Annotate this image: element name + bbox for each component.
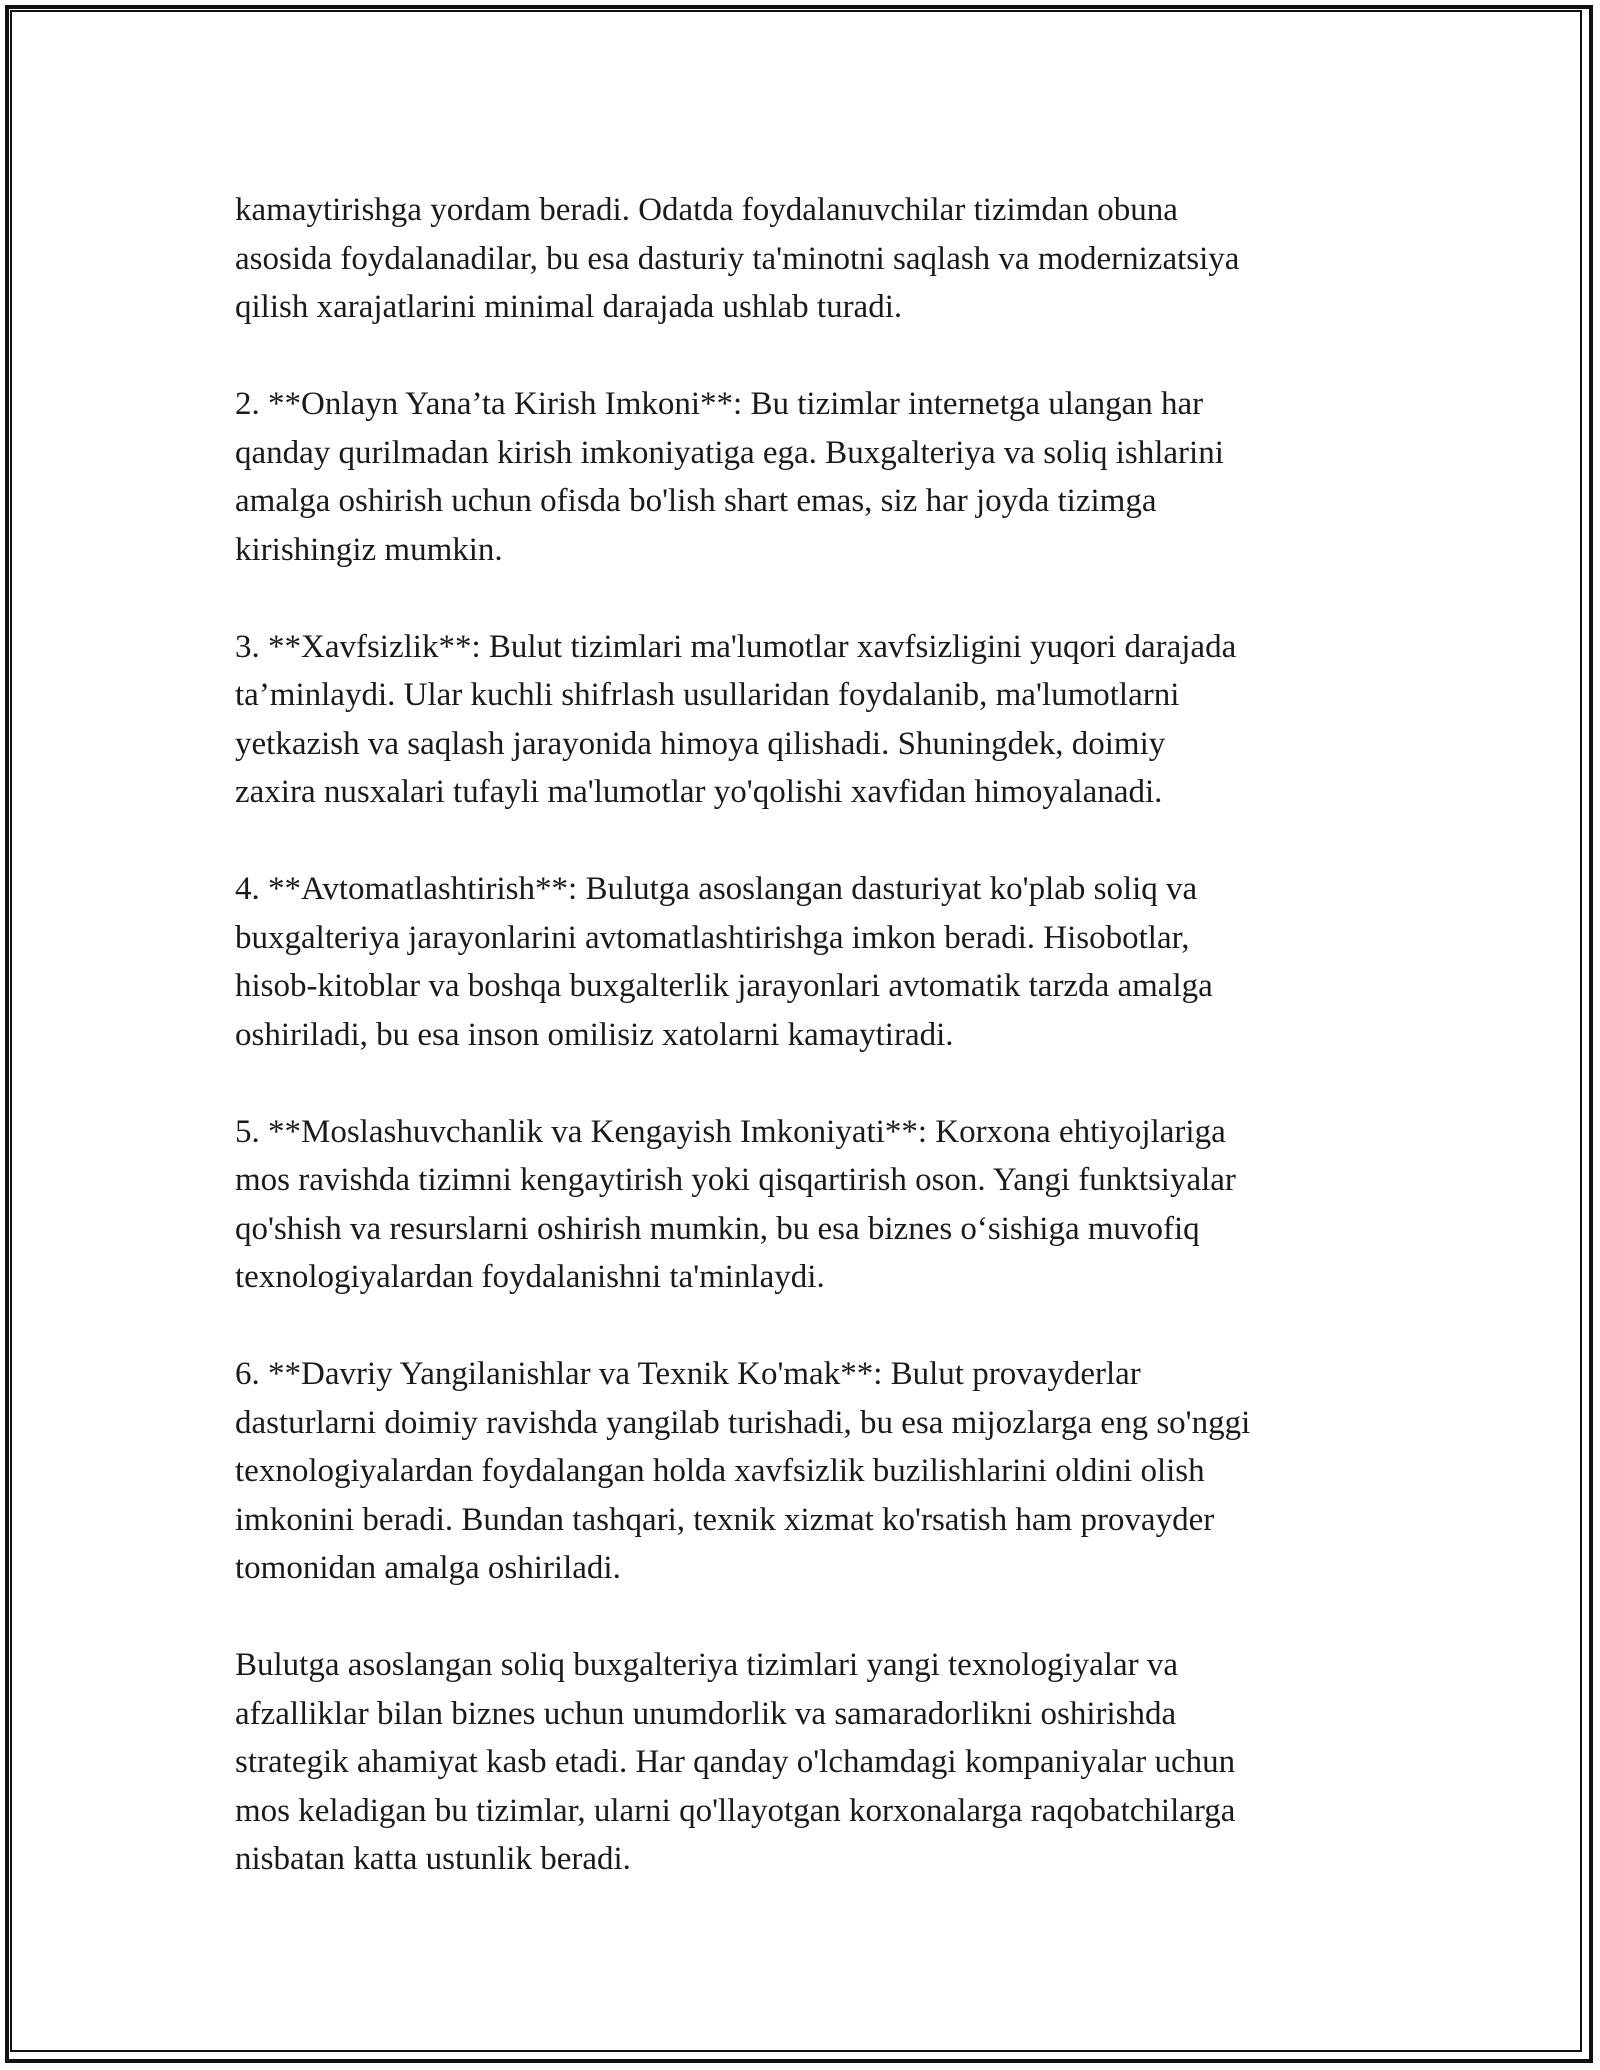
document-body — [235, 186, 1395, 1884]
paragraph-online-access: 2. **Onlayn Yana’ta Kirish Imkoni**: Bu tizimlar internetga ulangan har qanday qurilmadan kirish imkoniyatiga ega. Buxgalteriya va soliq ishlarini amalga oshirish uchun ofisda bo'lish shart emas, siz har joyda tizimga kirishingiz mumkin. — [235, 386, 1224, 568]
paragraph-updates-support: 6. **Davriy Yangilanishlar va Texnik Ko'mak**: Bulut provayderlar dasturlarni doimiy ravishda yangilab turishadi, bu esa mijozlarga eng so'nggi texnologiyalardan foydalangan holda xavfsizlik buzilishlarini oldini olish imkonini beradi. Bundan tashqari, texnik xizmat ko'rsatish ham provayder tomonidan amalga oshiriladi. — [235, 1356, 1251, 1586]
paragraph-automation: 4. **Avtomatlashtirish**: Bulutga asoslangan dasturiyat ko'plab soliq va buxgalteriya jarayonlarini avtomatlashtirishga imkon beradi. Hisobotlar, hisob-kitoblar va boshqa buxgalterlik jarayonlari avtomatik tarzda amalga oshiriladi, bu esa inson omilisiz xatolarni kamaytiradi. — [235, 871, 1213, 1053]
paragraph-conclusion: Bulutga asoslangan soliq buxgalteriya tizimlari yangi texnologiyalar va afzalliklar bilan biznes uchun unumdorlik va samaradorlikni oshirishda strategik ahamiyat kasb etadi. Har qanday o'lchamdagi kompaniyalar uchun mos keladigan bu tizimlar, ularni qo'llayotgan korxonalarga raqobatchilarga nisbatan katta ustunlik beradi. — [235, 1647, 1236, 1877]
paragraph-security: 3. **Xavfsizlik**: Bulut tizimlari ma'lumotlar xavfsizligini yuqori darajada ta’minlaydi. Ular kuchli shifrlash usullaridan foydalanib, ma'lumotlarni yetkazish va saqlash jarayonida himoya qilishadi. Shuningdek, doimiy zaxira nusxalari tufayli ma'lumotlar yo'qolishi xavfidan himoyalanadi. — [235, 628, 1237, 810]
paragraph-flexibility: 5. **Moslashuvchanlik va Kengayish Imkoniyati**: Korxona ehtiyojlariga mos ravishda tizimni kengaytirish yoki qisqartirish oson. Yangi funktsiyalar qo'shish va resurslarni oshirish mumkin, bu esa biznes o‘sishiga muvofiq texnologiyalardan foydalanishni ta'minlaydi. — [235, 1113, 1236, 1295]
paragraph-intro-continuation: kamaytirishga yordam beradi. Odatda foydalanuvchilar tizimdan obuna asosida foydalanadilar, bu esa dasturiy ta'minotni saqlash va modernizatsiya qilish xarajatlarini minimal darajada ushlab turadi. — [235, 192, 1240, 325]
